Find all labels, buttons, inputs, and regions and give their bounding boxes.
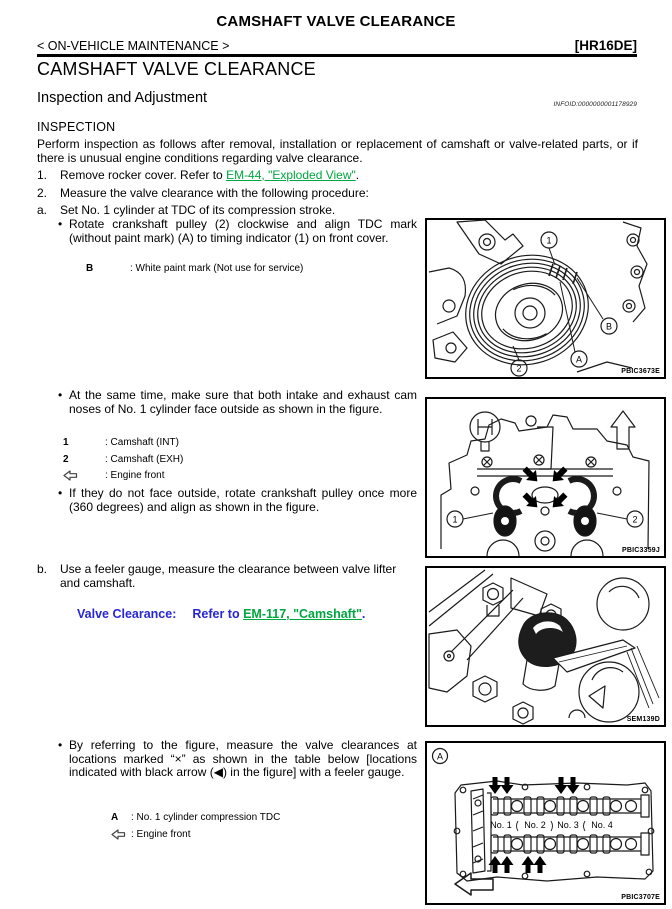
bullet-marker: • bbox=[58, 217, 63, 231]
bullet-text: By referring to the figure, measure the valve clearances at locations marked “×” as shown in the table below [locations indicated with black arrow (◀) in the figure] with a feeler gauge. bbox=[69, 738, 417, 779]
engine-front-arrow-icon bbox=[111, 829, 131, 844]
cylinder-label: No. 3 bbox=[557, 820, 579, 830]
figure-feeler-gauge bbox=[425, 566, 666, 727]
legend-engine-front bbox=[63, 470, 164, 485]
bullet-marker: • bbox=[58, 486, 63, 500]
step-text: Set No. 1 cylinder at TDC of its compression stroke. bbox=[60, 203, 336, 217]
bullet-rotate-pulley bbox=[58, 218, 417, 245]
breadcrumb: < ON-VEHICLE MAINTENANCE > bbox=[37, 39, 230, 53]
cylinder-label: No. 1 bbox=[490, 820, 512, 830]
step-1 bbox=[37, 169, 416, 183]
legend-text: : Camshaft (INT) bbox=[105, 437, 179, 448]
spec-label: Valve Clearance: bbox=[77, 607, 177, 621]
bullet-marker: • bbox=[58, 388, 63, 402]
callout-label: 1 bbox=[452, 514, 458, 525]
step-text bbox=[60, 169, 416, 183]
bullet-measure-locations bbox=[58, 739, 417, 780]
engine-front-up-arrow-icon bbox=[611, 411, 635, 449]
figure-code: SEM139D bbox=[626, 716, 660, 723]
intake-camshaft-row bbox=[491, 795, 649, 817]
figure-cam-noses bbox=[425, 397, 666, 558]
legend-key: 1 bbox=[63, 437, 69, 448]
crankshaft-pulley-drawing bbox=[427, 220, 664, 377]
measure-arrows bbox=[520, 464, 571, 513]
exhaust-camshaft-row bbox=[491, 833, 649, 855]
intro-paragraph: Perform inspection as follows after removal, installation or replacement of camshaft or valve-related parts, or if there is unusual engine conditions regarding valve clearance. bbox=[37, 137, 638, 165]
legend-camshaft-exh bbox=[63, 454, 183, 466]
bullet-rotate-again bbox=[58, 487, 417, 514]
callout-label: B bbox=[605, 321, 613, 332]
step-number: b. bbox=[37, 562, 48, 576]
callout-label: A bbox=[436, 751, 444, 762]
cylinder-label: No. 4 bbox=[591, 820, 613, 830]
callout-label: 1 bbox=[546, 235, 552, 246]
legend-key: A bbox=[111, 812, 119, 823]
callout-circles bbox=[511, 232, 617, 376]
bullet-text: If they do not face outside, rotate crankshaft pulley once more (360 degrees) and align as shown in the figure. bbox=[69, 486, 417, 514]
step-2 bbox=[37, 187, 416, 201]
figure-code: PBIC3707E bbox=[621, 894, 660, 901]
section-heading: CAMSHAFT VALVE CLEARANCE bbox=[37, 59, 316, 79]
cylinder-label: No. 2 bbox=[524, 820, 546, 830]
bullet-cam-noses bbox=[58, 389, 417, 416]
em44-exploded-view-link[interactable]: EM-44, "Exploded View" bbox=[226, 168, 356, 182]
step-number: 2. bbox=[37, 186, 48, 200]
legend-text: : No. 1 cylinder compression TDC bbox=[131, 812, 281, 823]
em117-camshaft-link[interactable]: EM-117, "Camshaft" bbox=[243, 607, 362, 621]
infoid-label: INFOID:0000000001178929 bbox=[553, 101, 637, 108]
step-text-post: . bbox=[355, 168, 360, 182]
feeler-gauge-drawing bbox=[427, 568, 664, 725]
legend-text: : Engine front bbox=[131, 829, 191, 840]
step-b bbox=[37, 563, 416, 590]
figure-code: PBIC3359J bbox=[622, 547, 660, 554]
legend-compression-tdc bbox=[111, 812, 280, 824]
legend-camshaft-int bbox=[63, 437, 179, 449]
inspection-heading: INSPECTION bbox=[37, 120, 116, 134]
measuring-locations-drawing bbox=[427, 743, 664, 903]
step-text: Measure the valve clearance with the following procedure: bbox=[60, 186, 369, 200]
callout-label: 2 bbox=[516, 363, 522, 374]
bullet-text: Rotate crankshaft pulley (2) clockwise and align TDC mark (without paint mark) (A) to timing indicator (1) on front cover. bbox=[69, 217, 417, 245]
legend-white-paint-mark bbox=[86, 263, 303, 275]
legend-key: B bbox=[86, 263, 94, 274]
engine-front-arrow-icon bbox=[63, 470, 105, 485]
header-divider bbox=[37, 54, 637, 57]
legend-text: : Engine front bbox=[105, 470, 165, 481]
legend-text: : White paint mark (Not use for service) bbox=[130, 263, 304, 274]
callout-label: A bbox=[575, 354, 583, 365]
model-code: [HR16DE] bbox=[574, 38, 637, 53]
bullet-marker: • bbox=[58, 738, 63, 752]
subsection-heading: Inspection and Adjustment bbox=[37, 90, 208, 106]
step-text-pre: Remove rocker cover. Refer to bbox=[60, 168, 227, 182]
step-a bbox=[37, 204, 416, 218]
callout-label: 2 bbox=[632, 514, 638, 525]
figure-code: PBIC3673E bbox=[621, 368, 660, 375]
bullet-text: At the same time, make sure that both intake and exhaust cam noses of No. 1 cylinder face outside as shown in the figure. bbox=[69, 388, 417, 416]
legend-key: 2 bbox=[63, 454, 69, 465]
page-title: CAMSHAFT VALVE CLEARANCE bbox=[216, 13, 456, 30]
figure-crankshaft-pulley bbox=[425, 218, 666, 379]
valve-clearance-spec bbox=[77, 607, 365, 621]
step-number: 1. bbox=[37, 168, 48, 182]
spec-post: . bbox=[361, 607, 366, 621]
spec-refer-text: Refer to bbox=[192, 607, 244, 621]
cam-noses-drawing bbox=[427, 399, 664, 556]
page-header bbox=[37, 38, 637, 53]
step-number: a. bbox=[37, 203, 48, 217]
legend-engine-front-2 bbox=[111, 829, 190, 844]
step-text: Use a feeler gauge, measure the clearance between valve lifter and camshaft. bbox=[60, 562, 397, 590]
legend-text: : Camshaft (EXH) bbox=[105, 454, 184, 465]
figure-measuring-locations bbox=[425, 741, 666, 905]
